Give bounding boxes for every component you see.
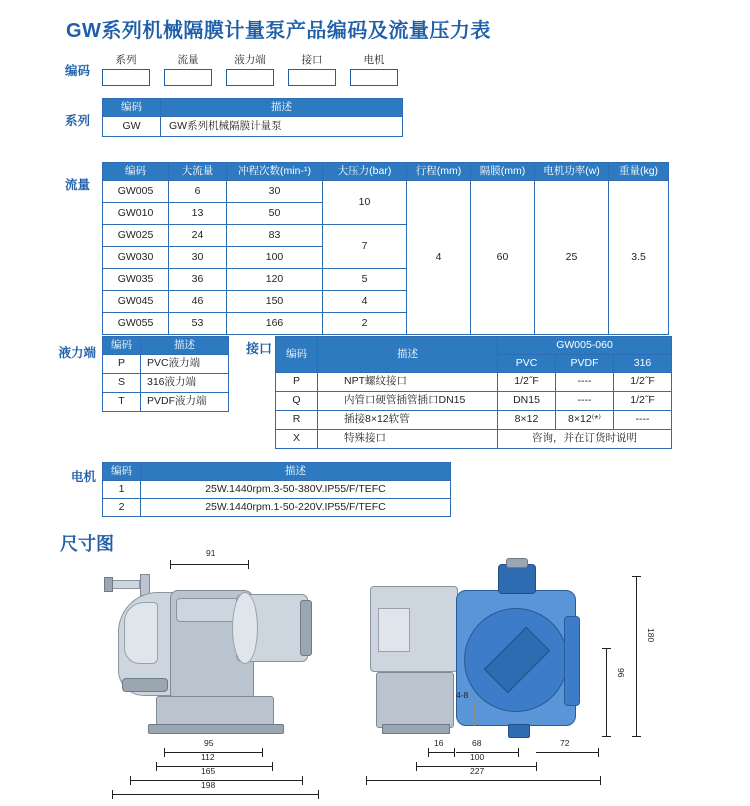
iface-pvdf: 8×12⁽*⁾ [556,411,614,430]
table-row [276,411,672,430]
iface-subheader-pvdf: PVDF [556,355,614,373]
flow-code: GW035 [103,269,169,291]
flow-table [102,162,669,335]
dim-right-96: 96 [616,668,626,678]
hyd-desc: PVDF液力端 [141,393,229,412]
code-input-flow[interactable] [164,69,212,86]
dim-note-4-8: 4-8 [456,690,469,700]
flow-header-diaphragm: 隔膜(mm) [471,163,535,181]
motor-table [102,462,451,517]
flow-code: GW010 [103,203,169,225]
iface-code: X [276,430,318,449]
hyd-desc: 316液力端 [141,374,229,393]
flow-code: GW005 [103,181,169,203]
table-row [276,430,672,449]
code-input-hydraulic[interactable] [226,69,274,86]
iface-desc: NPT螺纹接口 [318,373,498,392]
hyd-code: P [103,355,141,374]
dim-left-bottom-165: 165 [201,766,216,776]
motor-end-cap [232,592,258,664]
table-row [103,355,229,374]
iface-pvc: DN15 [498,392,556,411]
table-row [103,481,451,499]
table-row [103,117,403,137]
table-row [276,392,672,411]
hydraulic-table [102,336,229,412]
motor-terminal-box [378,608,410,652]
iface-pvdf: ---- [556,373,614,392]
pump-foot-plate [148,724,284,734]
flow-pressure: 5 [323,269,407,291]
flow-code: GW055 [103,313,169,335]
motor-code: 1 [103,481,141,499]
gearbox-front-foot [382,724,450,734]
pump-suction-nozzle [112,580,140,589]
iface-desc: 特殊接口 [318,430,498,449]
flow-code: GW030 [103,247,169,269]
dim-right-72: 72 [560,738,570,748]
flow-maxflow: 46 [169,291,227,313]
flow-code: GW025 [103,225,169,247]
flow-strokes: 100 [227,247,323,269]
liquid-end-side-rib [564,616,580,706]
motor-header-code: 编码 [103,463,141,481]
gearbox-front-body [376,672,454,728]
motor-header-desc: 描述 [141,463,451,481]
dimension-section-title: 尺寸图 [60,534,114,554]
dim-left-bottom-95: 95 [204,738,214,748]
iface-header-group: GW005-060 [498,337,672,355]
stroke-adjust-knob [498,564,536,594]
flow-header-maxflow: 大流量 [169,163,227,181]
flow-header-stroke-mm: 行程(mm) [407,163,471,181]
flow-strokes: 166 [227,313,323,335]
code-field-label-motor: 电机 [363,54,385,66]
iface-pvc: 8×12 [498,411,556,430]
iface-pvdf: ---- [556,392,614,411]
dim-right-180: 180 [646,628,656,643]
series-label: 系列 [64,114,90,128]
code-row [102,52,412,86]
iface-subheader-pvc: PVC [498,355,556,373]
pump-nozzle-flange [104,577,113,592]
iface-header-desc: 描述 [318,337,498,373]
iface-header-code: 编码 [276,337,318,373]
code-field-label-flow: 流量 [177,54,199,66]
motor-desc: 25W.1440rpm.3-50-380V.IP55/F/TEFC [141,481,451,499]
dim-right-100: 100 [470,752,485,762]
hyd-header-code: 编码 [103,337,141,355]
flow-strokes: 83 [227,225,323,247]
iface-note: 咨询，并在订货时说明 [498,430,672,449]
flow-maxflow: 53 [169,313,227,335]
dimension-drawing [60,548,720,796]
flow-strokes: 120 [227,269,323,291]
table-row [103,393,229,412]
series-header-desc: 描述 [161,99,403,117]
flow-diaphragm-mm: 60 [471,181,535,335]
flow-maxflow: 36 [169,269,227,291]
table-row [276,373,672,392]
flow-header-code: 编码 [103,163,169,181]
flow-header-strokes: 冲程次数(min-¹) [227,163,323,181]
discharge-port [508,724,530,738]
code-input-series[interactable] [102,69,150,86]
code-field-label-hydraulic: 液力端 [234,54,266,66]
hyd-desc: PVC液力端 [141,355,229,374]
series-code: GW [103,117,161,137]
flow-header-pressure: 大压力(bar) [323,163,407,181]
page-title: GW系列机械隔膜计量泵产品编码及流量压力表 [66,20,491,42]
hyd-header-desc: 描述 [141,337,229,355]
table-row [103,499,451,517]
flow-maxflow: 24 [169,225,227,247]
flow-weight: 3.5 [609,181,669,335]
iface-desc: 内管口硬管插管插口DN15 [318,392,498,411]
code-input-motor[interactable] [350,69,398,86]
pump-liquid-end-inner [124,602,158,664]
table-row [103,181,669,203]
iface-pvc: 1/2˝F [498,373,556,392]
dim-left-top-91: 91 [206,548,216,558]
motor-fan-cover [300,600,312,656]
flow-maxflow: 13 [169,203,227,225]
table-row [103,374,229,393]
flow-pressure: 2 [323,313,407,335]
series-header-code: 编码 [103,99,161,117]
flow-pressure: 7 [323,225,407,269]
flow-maxflow: 30 [169,247,227,269]
code-row-label: 编码 [64,64,90,78]
flow-stroke-mm: 4 [407,181,471,335]
iface-316: 1/2˝F [614,392,672,411]
hyd-code: T [103,393,141,412]
hyd-code: S [103,374,141,393]
iface-316: ---- [614,411,672,430]
code-input-interface[interactable] [288,69,336,86]
dim-right-227: 227 [470,766,485,776]
flow-pressure: 4 [323,291,407,313]
flow-code: GW045 [103,291,169,313]
dim-right-68: 68 [472,738,482,748]
flow-label: 流量 [64,178,90,192]
hydraulic-label: 液力端 [58,346,96,360]
iface-code: R [276,411,318,430]
flow-header-motor-power: 电机功率(w) [535,163,609,181]
iface-desc: 插接8×12软管 [318,411,498,430]
motor-desc: 25W.1440rpm.1-50-220V.IP55/F/TEFC [141,499,451,517]
flow-strokes: 50 [227,203,323,225]
iface-code: Q [276,392,318,411]
iface-subheader-316: 316 [614,355,672,373]
flow-strokes: 150 [227,291,323,313]
motor-label: 电机 [70,470,96,484]
flow-strokes: 30 [227,181,323,203]
dim-right-16: 16 [434,738,444,748]
iface-316: 1/2˝F [614,373,672,392]
knob-cap [506,558,528,568]
iface-code: P [276,373,318,392]
pump-head-base [122,678,168,692]
series-desc: GW系列机械隔膜计量泵 [161,117,403,137]
code-field-label-series: 系列 [115,54,137,66]
interface-table [275,336,672,449]
dim-left-bottom-198: 198 [201,780,216,790]
flow-pressure: 10 [323,181,407,225]
interface-label: 接口 [245,341,272,356]
flow-header-weight: 重量(kg) [609,163,669,181]
series-table [102,98,403,137]
code-field-label-interface: 接口 [301,54,323,66]
dim-left-bottom-112: 112 [201,752,215,762]
flow-motor-power: 25 [535,181,609,335]
flow-maxflow: 6 [169,181,227,203]
motor-code: 2 [103,499,141,517]
